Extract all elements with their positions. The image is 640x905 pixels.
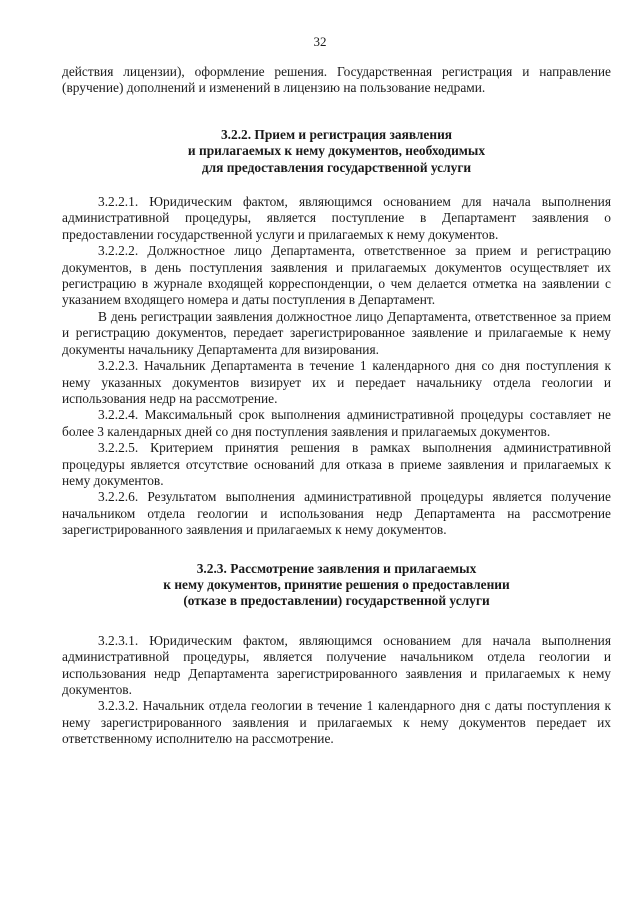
document-body [62,64,611,748]
section-heading-3-2-2 [62,127,611,176]
page-number: 32 [313,34,327,49]
heading-line: (отказе в предоставлении) государственной услуги [183,593,490,609]
section-heading-3-2-3 [62,561,611,610]
heading-line: для предоставления государственной услуги [201,159,472,175]
heading-line: 3.2.3. Рассмотрение заявления и прилагаемых [196,560,477,576]
paragraph-3-2-2-2: 3.2.2.2. Должностное лицо Департамента, ответственное за прием и регистрацию документов, в день поступления заявления и прилагаемых документов осуществляет их регистрацию в журнале входящей корреспонденции, о чем делается отметка на заявлении с указанием входящего номера и даты поступления в Департамент. [62,243,611,308]
paragraph-registration-day: В день регистрации заявления должностное лицо Департамента, ответственное за прием и регистрацию документов, передает зарегистрированное заявление и прилагаемые к нему документы начальнику Департамента для визирования. [62,308,611,357]
paragraph-3-2-2-5: 3.2.2.5. Критерием принятия решения в рамках выполнения административной процедуры является отсутствие оснований для отказа в приеме заявления и прилагаемых к нему документов. [62,440,611,488]
heading-line: к нему документов, принятие решения о предоставлении [163,576,510,592]
heading-line: и прилагаемых к нему документов, необходимых [187,143,486,159]
paragraph-3-2-2-6: 3.2.2.6. Результатом выполнения административной процедуры является получение начальником отдела геологии и использования недр Департамента на рассмотрение зарегистрированного заявления и прилагаемых к нему документов. [62,489,611,538]
paragraph-3-2-2-3: 3.2.2.3. Начальник Департамента в течение 1 календарного дня со дня поступления к нему указанных документов визирует их и передает начальнику отдела геологии и использования недр на рассмотрение. [62,358,611,406]
paragraph-3-2-2-4: 3.2.2.4. Максимальный срок выполнения административной процедуры составляет не более 3 календарных дней со дня поступления заявления и прилагаемых документов. [62,407,611,439]
heading-line: 3.2.2. Прием и регистрация заявления [220,126,453,142]
paragraph-3-2-2-1: 3.2.2.1. Юридическим фактом, являющимся основанием для начала выполнения административной процедуры, является поступление в Департамент заявления о предоставлении государственной услуги и прилагаемых к нему документов. [62,194,611,242]
intro-paragraph: действия лицензии), оформление решения. Государственная регистрация и направление (вручение) дополнений и изменений в лицензию на пользование недрами. [62,64,611,96]
paragraph-3-2-3-2: 3.2.3.2. Начальник отдела геологии в течение 1 календарного дня с даты поступления к нему зарегистрированного заявления и прилагаемых к нему документов передает их ответственному исполнителю на рассмотрение. [62,698,611,747]
paragraph-3-2-3-1: 3.2.3.1. Юридическим фактом, являющимся основанием для начала выполнения административной процедуры, является получение начальником отдела геологии и использования недр Департамента зарегистрированного заявления и прилагаемых к нему документов. [62,632,611,697]
